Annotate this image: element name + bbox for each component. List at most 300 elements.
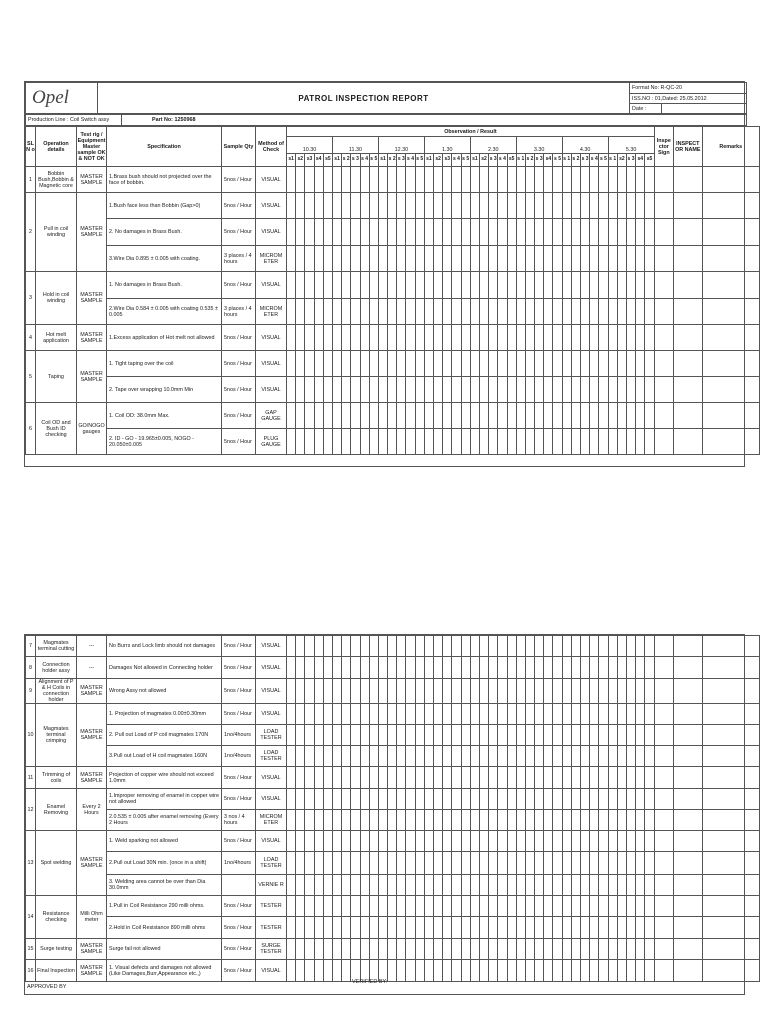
observation-cell[interactable] <box>424 325 433 351</box>
observation-cell[interactable] <box>305 746 314 767</box>
observation-cell[interactable] <box>388 679 397 704</box>
observation-cell[interactable] <box>314 193 323 219</box>
remarks-cell[interactable] <box>702 831 759 852</box>
observation-cell[interactable] <box>636 679 645 704</box>
inspector-sign-cell[interactable] <box>654 429 673 455</box>
observation-cell[interactable] <box>590 219 599 246</box>
observation-cell[interactable] <box>443 679 452 704</box>
observation-cell[interactable] <box>553 636 562 657</box>
observation-cell[interactable] <box>443 810 452 831</box>
observation-cell[interactable] <box>434 852 443 875</box>
observation-cell[interactable] <box>287 852 296 875</box>
observation-cell[interactable] <box>645 636 654 657</box>
observation-cell[interactable] <box>581 377 590 403</box>
observation-cell[interactable] <box>544 193 553 219</box>
observation-cell[interactable] <box>397 351 406 377</box>
observation-cell[interactable] <box>434 725 443 746</box>
observation-cell[interactable] <box>305 810 314 831</box>
observation-cell[interactable] <box>305 193 314 219</box>
observation-cell[interactable] <box>397 325 406 351</box>
observation-cell[interactable] <box>434 960 443 982</box>
observation-cell[interactable] <box>378 852 387 875</box>
observation-cell[interactable] <box>544 377 553 403</box>
observation-cell[interactable] <box>378 789 387 810</box>
observation-cell[interactable] <box>461 917 470 939</box>
observation-cell[interactable] <box>626 875 635 896</box>
observation-cell[interactable] <box>287 767 296 789</box>
observation-cell[interactable] <box>443 725 452 746</box>
observation-cell[interactable] <box>507 789 516 810</box>
observation-cell[interactable] <box>590 704 599 725</box>
observation-cell[interactable] <box>590 636 599 657</box>
observation-cell[interactable] <box>424 875 433 896</box>
observation-cell[interactable] <box>378 299 387 325</box>
observation-cell[interactable] <box>507 429 516 455</box>
observation-cell[interactable] <box>378 896 387 917</box>
observation-cell[interactable] <box>332 193 341 219</box>
observation-cell[interactable] <box>452 725 461 746</box>
observation-cell[interactable] <box>342 246 351 272</box>
observation-cell[interactable] <box>516 789 525 810</box>
inspector-sign-cell[interactable] <box>654 746 673 767</box>
observation-cell[interactable] <box>581 810 590 831</box>
observation-cell[interactable] <box>617 377 626 403</box>
observation-cell[interactable] <box>415 219 424 246</box>
remarks-cell[interactable] <box>702 960 759 982</box>
observation-cell[interactable] <box>645 875 654 896</box>
observation-cell[interactable] <box>434 403 443 429</box>
observation-cell[interactable] <box>571 746 580 767</box>
observation-cell[interactable] <box>525 875 534 896</box>
observation-cell[interactable] <box>544 325 553 351</box>
observation-cell[interactable] <box>305 767 314 789</box>
observation-cell[interactable] <box>525 852 534 875</box>
observation-cell[interactable] <box>498 810 507 831</box>
observation-cell[interactable] <box>415 810 424 831</box>
inspector-sign-cell[interactable] <box>654 193 673 219</box>
observation-cell[interactable] <box>342 896 351 917</box>
observation-cell[interactable] <box>369 246 378 272</box>
observation-cell[interactable] <box>424 246 433 272</box>
observation-cell[interactable] <box>617 167 626 193</box>
observation-cell[interactable] <box>525 704 534 725</box>
observation-cell[interactable] <box>452 167 461 193</box>
observation-cell[interactable] <box>296 299 305 325</box>
observation-cell[interactable] <box>452 657 461 679</box>
observation-cell[interactable] <box>287 246 296 272</box>
observation-cell[interactable] <box>544 351 553 377</box>
observation-cell[interactable] <box>415 193 424 219</box>
inspector-sign-cell[interactable] <box>654 167 673 193</box>
remarks-cell[interactable] <box>702 896 759 917</box>
observation-cell[interactable] <box>388 896 397 917</box>
observation-cell[interactable] <box>378 917 387 939</box>
observation-cell[interactable] <box>287 917 296 939</box>
observation-cell[interactable] <box>608 219 617 246</box>
observation-cell[interactable] <box>489 219 498 246</box>
observation-cell[interactable] <box>626 896 635 917</box>
observation-cell[interactable] <box>516 810 525 831</box>
observation-cell[interactable] <box>424 272 433 299</box>
observation-cell[interactable] <box>470 917 479 939</box>
observation-cell[interactable] <box>553 767 562 789</box>
remarks-cell[interactable] <box>702 351 759 377</box>
observation-cell[interactable] <box>498 725 507 746</box>
observation-cell[interactable] <box>461 246 470 272</box>
observation-cell[interactable] <box>406 679 415 704</box>
observation-cell[interactable] <box>498 852 507 875</box>
observation-cell[interactable] <box>535 299 544 325</box>
observation-cell[interactable] <box>287 896 296 917</box>
observation-cell[interactable] <box>369 657 378 679</box>
observation-cell[interactable] <box>626 810 635 831</box>
observation-cell[interactable] <box>378 875 387 896</box>
observation-cell[interactable] <box>296 351 305 377</box>
observation-cell[interactable] <box>388 167 397 193</box>
observation-cell[interactable] <box>388 831 397 852</box>
observation-cell[interactable] <box>507 636 516 657</box>
observation-cell[interactable] <box>626 725 635 746</box>
observation-cell[interactable] <box>351 193 360 219</box>
observation-cell[interactable] <box>535 351 544 377</box>
observation-cell[interactable] <box>544 810 553 831</box>
observation-cell[interactable] <box>535 875 544 896</box>
observation-cell[interactable] <box>305 351 314 377</box>
observation-cell[interactable] <box>406 219 415 246</box>
observation-cell[interactable] <box>590 377 599 403</box>
observation-cell[interactable] <box>434 167 443 193</box>
inspector-name-cell[interactable] <box>673 704 702 725</box>
observation-cell[interactable] <box>525 377 534 403</box>
observation-cell[interactable] <box>342 917 351 939</box>
observation-cell[interactable] <box>378 193 387 219</box>
observation-cell[interactable] <box>332 272 341 299</box>
observation-cell[interactable] <box>489 896 498 917</box>
observation-cell[interactable] <box>388 704 397 725</box>
observation-cell[interactable] <box>323 636 332 657</box>
observation-cell[interactable] <box>590 272 599 299</box>
observation-cell[interactable] <box>287 875 296 896</box>
observation-cell[interactable] <box>590 852 599 875</box>
observation-cell[interactable] <box>296 403 305 429</box>
observation-cell[interactable] <box>360 704 369 725</box>
observation-cell[interactable] <box>360 789 369 810</box>
observation-cell[interactable] <box>599 219 608 246</box>
observation-cell[interactable] <box>461 767 470 789</box>
observation-cell[interactable] <box>461 875 470 896</box>
observation-cell[interactable] <box>626 429 635 455</box>
observation-cell[interactable] <box>424 725 433 746</box>
observation-cell[interactable] <box>351 875 360 896</box>
observation-cell[interactable] <box>305 299 314 325</box>
observation-cell[interactable] <box>553 789 562 810</box>
inspector-name-cell[interactable] <box>673 810 702 831</box>
observation-cell[interactable] <box>645 831 654 852</box>
observation-cell[interactable] <box>332 852 341 875</box>
observation-cell[interactable] <box>498 875 507 896</box>
observation-cell[interactable] <box>498 272 507 299</box>
observation-cell[interactable] <box>369 325 378 351</box>
observation-cell[interactable] <box>590 767 599 789</box>
observation-cell[interactable] <box>645 325 654 351</box>
observation-cell[interactable] <box>296 810 305 831</box>
observation-cell[interactable] <box>397 429 406 455</box>
observation-cell[interactable] <box>608 875 617 896</box>
observation-cell[interactable] <box>581 403 590 429</box>
observation-cell[interactable] <box>342 429 351 455</box>
inspector-name-cell[interactable] <box>673 403 702 429</box>
observation-cell[interactable] <box>470 852 479 875</box>
observation-cell[interactable] <box>443 377 452 403</box>
observation-cell[interactable] <box>406 960 415 982</box>
observation-cell[interactable] <box>590 299 599 325</box>
observation-cell[interactable] <box>323 725 332 746</box>
observation-cell[interactable] <box>516 167 525 193</box>
observation-cell[interactable] <box>443 789 452 810</box>
observation-cell[interactable] <box>378 272 387 299</box>
inspector-sign-cell[interactable] <box>654 960 673 982</box>
observation-cell[interactable] <box>296 725 305 746</box>
observation-cell[interactable] <box>590 351 599 377</box>
observation-cell[interactable] <box>479 896 488 917</box>
observation-cell[interactable] <box>434 325 443 351</box>
observation-cell[interactable] <box>535 789 544 810</box>
observation-cell[interactable] <box>369 167 378 193</box>
observation-cell[interactable] <box>424 852 433 875</box>
observation-cell[interactable] <box>617 679 626 704</box>
observation-cell[interactable] <box>599 875 608 896</box>
observation-cell[interactable] <box>489 725 498 746</box>
observation-cell[interactable] <box>489 789 498 810</box>
observation-cell[interactable] <box>461 960 470 982</box>
observation-cell[interactable] <box>443 193 452 219</box>
observation-cell[interactable] <box>342 852 351 875</box>
observation-cell[interactable] <box>397 746 406 767</box>
observation-cell[interactable] <box>617 810 626 831</box>
observation-cell[interactable] <box>525 636 534 657</box>
observation-cell[interactable] <box>571 875 580 896</box>
observation-cell[interactable] <box>636 810 645 831</box>
observation-cell[interactable] <box>314 246 323 272</box>
observation-cell[interactable] <box>443 939 452 960</box>
observation-cell[interactable] <box>314 831 323 852</box>
observation-cell[interactable] <box>479 167 488 193</box>
observation-cell[interactable] <box>498 246 507 272</box>
observation-cell[interactable] <box>553 299 562 325</box>
observation-cell[interactable] <box>636 246 645 272</box>
observation-cell[interactable] <box>571 246 580 272</box>
observation-cell[interactable] <box>296 831 305 852</box>
observation-cell[interactable] <box>599 657 608 679</box>
observation-cell[interactable] <box>599 789 608 810</box>
observation-cell[interactable] <box>608 167 617 193</box>
inspector-name-cell[interactable] <box>673 960 702 982</box>
observation-cell[interactable] <box>626 831 635 852</box>
observation-cell[interactable] <box>360 725 369 746</box>
observation-cell[interactable] <box>351 657 360 679</box>
observation-cell[interactable] <box>351 679 360 704</box>
observation-cell[interactable] <box>332 789 341 810</box>
remarks-cell[interactable] <box>702 725 759 746</box>
observation-cell[interactable] <box>544 246 553 272</box>
observation-cell[interactable] <box>608 325 617 351</box>
observation-cell[interactable] <box>461 351 470 377</box>
observation-cell[interactable] <box>617 299 626 325</box>
observation-cell[interactable] <box>323 246 332 272</box>
observation-cell[interactable] <box>296 657 305 679</box>
observation-cell[interactable] <box>617 351 626 377</box>
remarks-cell[interactable] <box>702 429 759 455</box>
observation-cell[interactable] <box>553 725 562 746</box>
observation-cell[interactable] <box>535 657 544 679</box>
observation-cell[interactable] <box>516 377 525 403</box>
observation-cell[interactable] <box>636 852 645 875</box>
observation-cell[interactable] <box>406 725 415 746</box>
observation-cell[interactable] <box>434 831 443 852</box>
observation-cell[interactable] <box>645 272 654 299</box>
observation-cell[interactable] <box>617 875 626 896</box>
observation-cell[interactable] <box>525 917 534 939</box>
observation-cell[interactable] <box>645 917 654 939</box>
observation-cell[interactable] <box>406 789 415 810</box>
observation-cell[interactable] <box>617 917 626 939</box>
observation-cell[interactable] <box>314 325 323 351</box>
observation-cell[interactable] <box>479 917 488 939</box>
observation-cell[interactable] <box>406 852 415 875</box>
observation-cell[interactable] <box>323 810 332 831</box>
observation-cell[interactable] <box>388 852 397 875</box>
observation-cell[interactable] <box>562 246 571 272</box>
observation-cell[interactable] <box>571 272 580 299</box>
observation-cell[interactable] <box>581 896 590 917</box>
observation-cell[interactable] <box>581 272 590 299</box>
observation-cell[interactable] <box>470 219 479 246</box>
observation-cell[interactable] <box>323 679 332 704</box>
observation-cell[interactable] <box>489 852 498 875</box>
observation-cell[interactable] <box>443 831 452 852</box>
inspector-name-cell[interactable] <box>673 725 702 746</box>
observation-cell[interactable] <box>636 636 645 657</box>
remarks-cell[interactable] <box>702 704 759 725</box>
observation-cell[interactable] <box>590 193 599 219</box>
observation-cell[interactable] <box>434 246 443 272</box>
observation-cell[interactable] <box>342 789 351 810</box>
observation-cell[interactable] <box>562 657 571 679</box>
observation-cell[interactable] <box>378 831 387 852</box>
observation-cell[interactable] <box>544 746 553 767</box>
observation-cell[interactable] <box>645 725 654 746</box>
observation-cell[interactable] <box>360 746 369 767</box>
observation-cell[interactable] <box>507 960 516 982</box>
remarks-cell[interactable] <box>702 875 759 896</box>
observation-cell[interactable] <box>360 810 369 831</box>
observation-cell[interactable] <box>507 917 516 939</box>
observation-cell[interactable] <box>323 193 332 219</box>
observation-cell[interactable] <box>571 429 580 455</box>
observation-cell[interactable] <box>305 167 314 193</box>
observation-cell[interactable] <box>369 219 378 246</box>
observation-cell[interactable] <box>369 789 378 810</box>
observation-cell[interactable] <box>645 852 654 875</box>
observation-cell[interactable] <box>314 636 323 657</box>
observation-cell[interactable] <box>525 746 534 767</box>
observation-cell[interactable] <box>525 299 534 325</box>
observation-cell[interactable] <box>498 193 507 219</box>
observation-cell[interactable] <box>424 810 433 831</box>
observation-cell[interactable] <box>388 351 397 377</box>
observation-cell[interactable] <box>562 351 571 377</box>
observation-cell[interactable] <box>461 193 470 219</box>
inspector-name-cell[interactable] <box>673 917 702 939</box>
inspector-sign-cell[interactable] <box>654 939 673 960</box>
observation-cell[interactable] <box>516 960 525 982</box>
observation-cell[interactable] <box>516 746 525 767</box>
observation-cell[interactable] <box>479 272 488 299</box>
observation-cell[interactable] <box>553 403 562 429</box>
observation-cell[interactable] <box>332 746 341 767</box>
observation-cell[interactable] <box>562 679 571 704</box>
observation-cell[interactable] <box>562 960 571 982</box>
observation-cell[interactable] <box>599 351 608 377</box>
observation-cell[interactable] <box>434 810 443 831</box>
inspector-sign-cell[interactable] <box>654 767 673 789</box>
observation-cell[interactable] <box>360 767 369 789</box>
inspector-sign-cell[interactable] <box>654 831 673 852</box>
observation-cell[interactable] <box>608 810 617 831</box>
observation-cell[interactable] <box>397 810 406 831</box>
observation-cell[interactable] <box>535 325 544 351</box>
observation-cell[interactable] <box>424 167 433 193</box>
observation-cell[interactable] <box>360 167 369 193</box>
observation-cell[interactable] <box>507 725 516 746</box>
observation-cell[interactable] <box>516 246 525 272</box>
observation-cell[interactable] <box>305 704 314 725</box>
observation-cell[interactable] <box>351 219 360 246</box>
observation-cell[interactable] <box>406 767 415 789</box>
observation-cell[interactable] <box>571 725 580 746</box>
observation-cell[interactable] <box>571 403 580 429</box>
observation-cell[interactable] <box>323 831 332 852</box>
observation-cell[interactable] <box>535 917 544 939</box>
observation-cell[interactable] <box>342 810 351 831</box>
observation-cell[interactable] <box>525 193 534 219</box>
observation-cell[interactable] <box>351 325 360 351</box>
observation-cell[interactable] <box>342 219 351 246</box>
observation-cell[interactable] <box>424 636 433 657</box>
observation-cell[interactable] <box>516 429 525 455</box>
inspector-sign-cell[interactable] <box>654 896 673 917</box>
observation-cell[interactable] <box>535 852 544 875</box>
observation-cell[interactable] <box>498 704 507 725</box>
observation-cell[interactable] <box>415 657 424 679</box>
observation-cell[interactable] <box>397 725 406 746</box>
inspector-name-cell[interactable] <box>673 852 702 875</box>
observation-cell[interactable] <box>287 193 296 219</box>
observation-cell[interactable] <box>415 403 424 429</box>
observation-cell[interactable] <box>434 636 443 657</box>
inspector-sign-cell[interactable] <box>654 679 673 704</box>
observation-cell[interactable] <box>571 219 580 246</box>
observation-cell[interactable] <box>479 875 488 896</box>
observation-cell[interactable] <box>507 193 516 219</box>
observation-cell[interactable] <box>581 831 590 852</box>
observation-cell[interactable] <box>305 636 314 657</box>
observation-cell[interactable] <box>562 704 571 725</box>
observation-cell[interactable] <box>305 325 314 351</box>
observation-cell[interactable] <box>296 636 305 657</box>
observation-cell[interactable] <box>323 917 332 939</box>
observation-cell[interactable] <box>479 429 488 455</box>
